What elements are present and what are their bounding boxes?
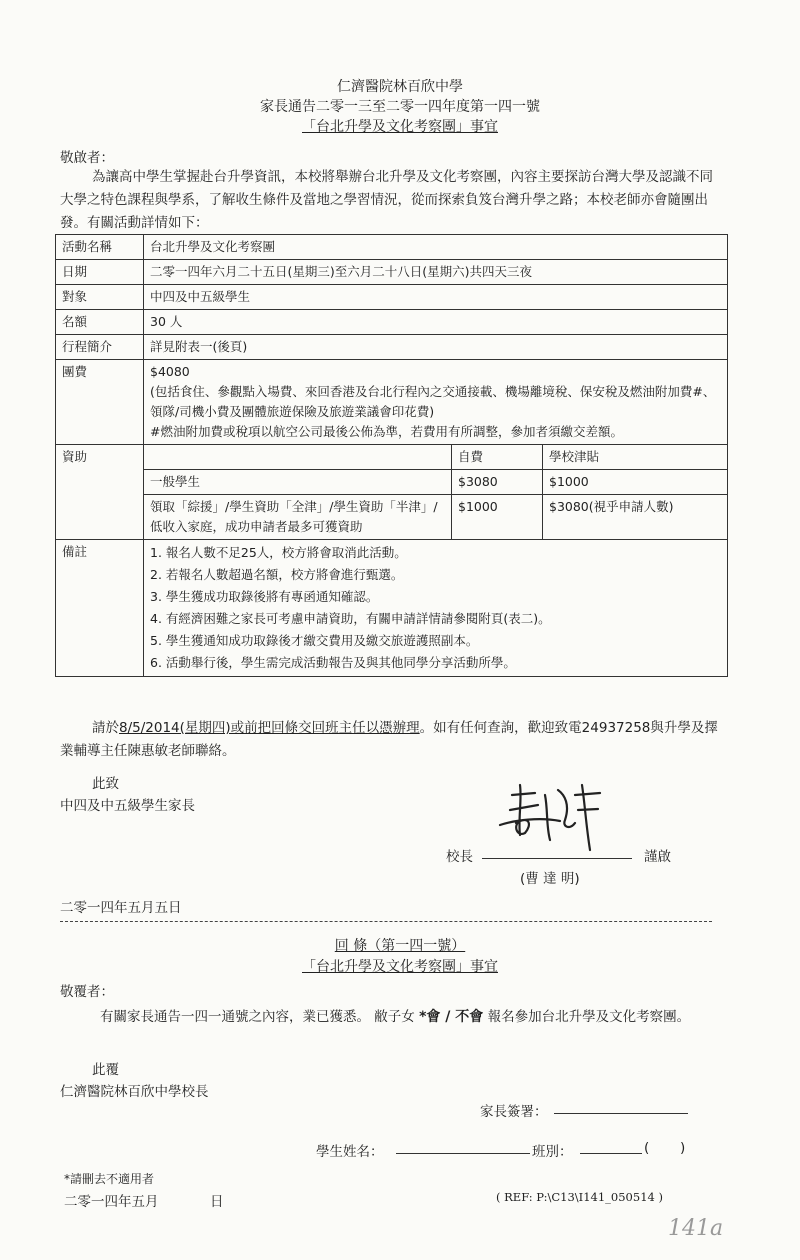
table-row (56, 335, 728, 360)
footnote: *請刪去不適用者 (64, 1172, 155, 1186)
activity-table (55, 234, 728, 677)
notice-number: 家長通告二零一三至二零一四年度第一四一號 (260, 99, 540, 115)
parent-sign-field[interactable] (554, 1113, 688, 1114)
intro-paragraph: 為讓高中學生掌握赴台升學資訊，本校將舉辦台北升學及文化考察團，內容主要探訪台灣大學及認識不同大學之特色課程與學系，了解收生條件及當地之學習情況，從而探索負笈台灣升學之路；本校老師亦會隨團出發。有關活動詳情如下： (60, 169, 713, 231)
closing-to: 此致 (92, 776, 119, 792)
subsidy-header (144, 445, 452, 470)
principal-label: 校長 (446, 849, 473, 865)
reply-date: 二零一四年五月 (64, 1194, 159, 1210)
student-name-field[interactable] (396, 1153, 530, 1154)
table-row (56, 235, 728, 260)
principal-sign-line (482, 858, 632, 859)
row-label: 對象 (56, 285, 144, 310)
row-value: 30 人 (144, 310, 728, 335)
remarks-row (56, 540, 728, 677)
remarks-label: 備註 (56, 540, 144, 677)
subsidy-self: $1000 (452, 495, 543, 540)
class-label: 班別： (532, 1144, 573, 1160)
subsidy-row (56, 445, 728, 540)
reply-title: 回 條（第一四一號） (334, 938, 466, 954)
subsidy-school: $3080(視乎申請人數) (543, 495, 728, 540)
student-name-label: 學生姓名： (316, 1144, 384, 1160)
parent-sign-label: 家長簽署： (480, 1104, 548, 1120)
row-value: 台北升學及文化考察團 (144, 235, 728, 260)
row-label: 行程簡介 (56, 335, 144, 360)
subsidy-label: 資助 (56, 445, 144, 540)
reference-code: ( REF: P:\C13\I141_050514 ) (496, 1190, 663, 1204)
notice-subject: 「台北升學及文化考察團」事宜 (302, 119, 498, 135)
row-value: 中四及中五級學生 (144, 285, 728, 310)
page-mark: 141a (668, 1216, 724, 1241)
closing-paragraph: 請於8/5/2014(星期四)或前把回條交回班主任以憑辦理。如有任何查詢，歡迎致電24937258與升學及擇業輔導主任陳惠敏老師聯絡。 (60, 720, 718, 759)
fee-note: #燃油附加費或稅項以航空公司最後公佈為準，若費用有所調整，參加者須繳交差額。 (150, 424, 623, 439)
fee-amount: $4080 (150, 364, 190, 379)
salutation: 敬啟者： (60, 150, 114, 166)
list-item: 2. 若報名人數超過名額，校方將會進行甄選。 (150, 567, 404, 582)
subsidy-table (144, 445, 727, 539)
cut-line (60, 921, 712, 922)
list-item: 6. 活動舉行後，學生需完成活動報告及與其他同學分享活動所學。 (150, 655, 516, 670)
class-number-open: ( (644, 1140, 650, 1156)
reply-recipient: 仁濟醫院林百欣中學校長 (60, 1084, 209, 1100)
row-label: 活動名稱 (56, 235, 144, 260)
reply-salutation: 敬覆者： (60, 984, 114, 1000)
deadline: 8/5/2014(星期四)或前把回條交回班主任以憑辦理 (119, 720, 420, 736)
school-name: 仁濟醫院林百欣中學 (337, 79, 463, 95)
fee-detail: (包括食住、參觀點入場費、來回香港及台北行程內之交通接載、機場離境稅、保安稅及燃油附加費#、領隊/司機小費及團體旅遊保險及旅遊業議會印花費) (150, 384, 716, 419)
subsidy-self: $3080 (452, 470, 543, 495)
class-field[interactable] (580, 1153, 642, 1154)
fee-row (56, 360, 728, 445)
notice-date: 二零一四年五月五日 (60, 900, 182, 916)
table-row (56, 260, 728, 285)
table-row (144, 470, 727, 495)
row-label: 日期 (56, 260, 144, 285)
list-item: 5. 學生獲通知成功取錄後才繳交費用及繳交旅遊護照副本。 (150, 633, 479, 648)
list-item: 3. 學生獲成功取錄後將有專函通知確認。 (150, 589, 379, 604)
reply-day: 日 (210, 1194, 224, 1210)
closing-recipient: 中四及中五級學生家長 (60, 798, 195, 814)
subsidy-type: 領取「綜援」/學生資助「全津」/學生資助「半津」/低收入家庭，成功申請者最多可獲資助 (144, 495, 452, 540)
fee-label: 團費 (56, 360, 144, 445)
subsidy-header-self: 自費 (452, 445, 543, 470)
attend-choice[interactable]: *會 / 不會 (419, 1009, 484, 1025)
reply-subject: 「台北升學及文化考察團」事宜 (302, 959, 498, 975)
subsidy-type: 一般學生 (144, 470, 452, 495)
remarks-list (150, 542, 721, 674)
principal-signature (490, 765, 620, 860)
table-row (56, 310, 728, 335)
list-item: 4. 有經濟困難之家長可考慮申請資助，有關申請詳情請參閱附頁(表二)。 (150, 611, 551, 626)
subsidy-header-school: 學校津貼 (543, 445, 728, 470)
respect-closing: 謹啟 (644, 849, 671, 865)
table-row (144, 495, 727, 540)
row-value: 二零一四年六月二十五日(星期三)至六月二十八日(星期六)共四天三夜 (144, 260, 728, 285)
row-value: 詳見附表一(後頁) (144, 335, 728, 360)
reply-to: 此覆 (92, 1062, 119, 1078)
subsidy-school: $1000 (543, 470, 728, 495)
principal-name: (曹 達 明) (520, 871, 580, 887)
table-row (56, 285, 728, 310)
list-item: 1. 報名人數不足25人，校方將會取消此活動。 (150, 545, 407, 560)
class-number-close: ) (680, 1140, 686, 1156)
row-label: 名額 (56, 310, 144, 335)
reply-body: 有關家長通告一四一通號之內容，業已獲悉。 敝子女 *會 / 不會 報名參加台北升學及文化考察團。 (100, 1009, 691, 1025)
